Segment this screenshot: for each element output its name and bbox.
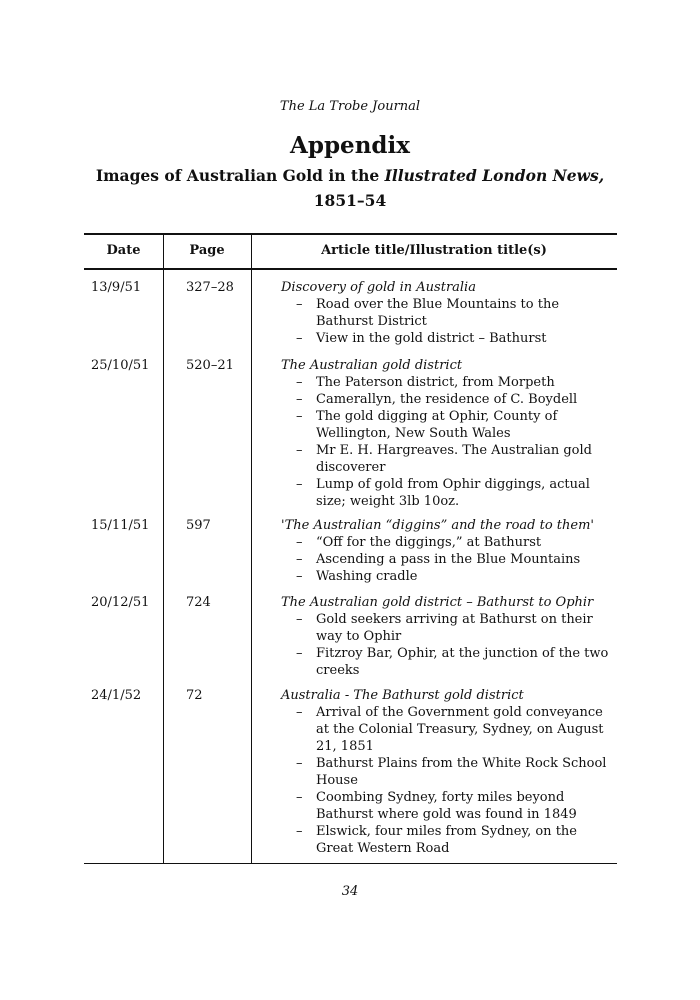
illustration-item: – Lump of gold from Ophir diggings, actual size; weight 3lb 10oz. (296, 477, 590, 509)
column-divider (163, 235, 164, 863)
illustration-item: – Mr E. H. Hargreaves. The Australian gold discoverer (296, 443, 592, 475)
illustration-item: – The Paterson district, from Morpeth (296, 375, 555, 390)
row-page: 327–28 (186, 280, 234, 295)
subtitle-line-1 (0, 163, 700, 188)
article-title: 'The Australian “diggins” and the road to them' (281, 518, 595, 533)
row-date: 24/1/52 (91, 688, 142, 703)
running-head: The La Trobe Journal (279, 99, 421, 114)
illustration-item: – The gold digging at Ophir, County of Wellington, New South Wales (296, 409, 558, 441)
page-title: Appendix (290, 132, 410, 159)
article-title: The Australian gold district – Bathurst to Ophir (281, 595, 594, 610)
illustration-item: – Arrival of the Government gold conveyance at the Colonial Treasury, Sydney, on August 21, 1851 (296, 705, 604, 754)
subtitle-italic: Illustrated London News, (384, 166, 605, 185)
article-title: The Australian gold district (281, 358, 463, 373)
row-date: 25/10/51 (91, 358, 150, 373)
illustration-item: – Ascending a pass in the Blue Mountains (296, 552, 581, 567)
row-article (281, 594, 616, 679)
column-divider (251, 235, 252, 863)
header-date: Date (106, 243, 141, 258)
illustration-item: – Gold seekers arriving at Bathurst on their way to Ophir (296, 612, 593, 644)
header-page: Page (189, 243, 225, 258)
row-article (281, 687, 616, 857)
article-title: Discovery of gold in Australia (281, 280, 476, 295)
row-date: 13/9/51 (91, 280, 142, 295)
row-page: 724 (186, 595, 211, 610)
subtitle (0, 163, 700, 213)
subtitle-text: Images of Australian Gold in the (95, 166, 385, 185)
illustration-item: – Bathurst Plains from the White Rock School House (296, 756, 607, 788)
illustration-item: – Elswick, four miles from Sydney, on the Great Western Road (296, 824, 577, 856)
header-article: Article title/Illustration title(s) (321, 243, 547, 258)
article-title: Australia - The Bathurst gold district (281, 688, 524, 703)
row-page: 520–21 (186, 358, 234, 373)
header-rule (84, 268, 617, 270)
page-number: 34 (341, 884, 359, 899)
illustration-item: – “Off for the diggings,” at Bathurst (296, 535, 542, 550)
row-page: 597 (186, 518, 211, 533)
illustration-item: – Road over the Blue Mountains to the Bathurst District (296, 297, 560, 329)
appendix-table (84, 233, 617, 864)
row-date: 20/12/51 (91, 595, 150, 610)
row-article (281, 357, 616, 510)
illustration-item: – Washing cradle (296, 569, 418, 584)
row-date: 15/11/51 (91, 518, 150, 533)
row-article (281, 279, 616, 347)
illustration-item: – Fitzroy Bar, Ophir, at the junction of the two creeks (296, 646, 609, 678)
illustration-item: – View in the gold district – Bathurst (296, 331, 547, 346)
row-page: 72 (186, 688, 203, 703)
subtitle-years: 1851–54 (313, 191, 387, 210)
illustration-item: – Coombing Sydney, forty miles beyond Bathurst where gold was found in 1849 (296, 790, 577, 822)
row-article (281, 517, 616, 585)
illustration-item: – Camerallyn, the residence of C. Boydell (296, 392, 578, 407)
